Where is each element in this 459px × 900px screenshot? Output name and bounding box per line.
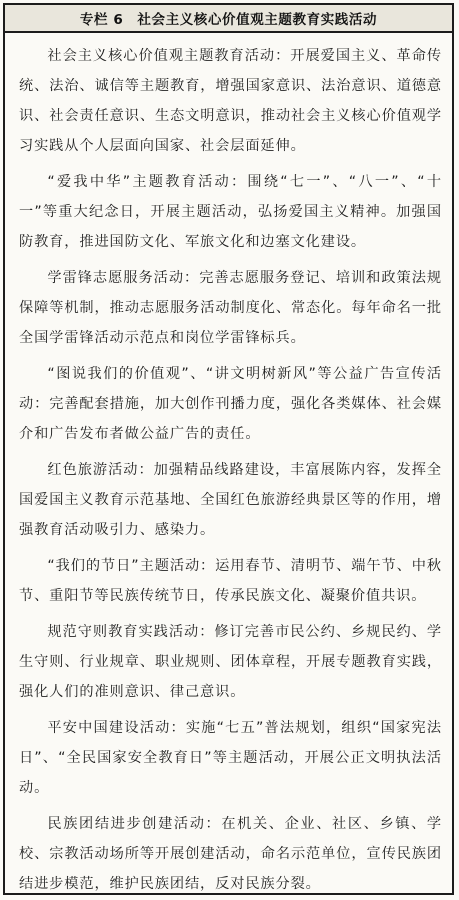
paragraph-lei-feng-volunteer: 学雷锋志愿服务活动：完善志愿服务登记、培训和政策法规保障等机制，推动志愿服务活动制度化、常态化。每年命名一批全国学雷锋活动示范点和岗位学雷锋标兵。 [19,270,442,346]
box-title: 社会主义核心价值观主题教育实践活动 [137,12,378,28]
box-number: 专栏 6 [79,12,124,28]
paragraph-ethnic-unity: 民族团结进步创建活动：在机关、企业、社区、乡镇、学校、宗教活动场所等开展创建活动，命名示范单位，宣传民族团结进步模范，维护民族团结，反对民族分裂。 [19,816,442,892]
paragraph-our-festivals: “我们的节日”主题活动：运用春节、清明节、端午节、中秋节、重阳节等民族传统节日，传承民族文化、凝聚价值共识。 [19,558,442,604]
feature-box [3,3,454,895]
paragraph-public-service-ads: “图说我们的价值观”、“讲文明树新风”等公益广告宣传活动：完善配套措施，加大创作刊播力度，强化各类媒体、社会媒介和广告发布者做公益广告的责任。 [19,366,442,442]
paragraph-core-values-education: 社会主义核心价值观主题教育活动：开展爱国主义、革命传统、法治、诚信等主题教育，增强国家意识、法治意识、道德意识、社会责任意识、生态文明意识，推动社会主义核心价值观学习实践从个人层面向国家、社会层面延伸。 [19,48,442,154]
box-body [19,41,442,892]
paragraph-norms-education: 规范守则教育实践活动：修订完善市民公约、乡规民约、学生守则、行业规章、职业规则、团体章程，开展专题教育实践，强化人们的准则意识、律己意识。 [19,624,442,700]
box-header [5,5,452,33]
paragraph-safe-china: 平安中国建设活动：实施“七五”普法规划，组织“国家宪法日”、“全民国家安全教育日”等主题活动，开展公正文明执法活动。 [19,720,442,796]
paragraph-love-china-activity: “爱我中华”主题教育活动：围绕“七一”、“八一”、“十一”等重大纪念日，开展主题活动，弘扬爱国主义精神。加强国防教育，推进国防文化、军旅文化和边塞文化建设。 [19,174,442,250]
paragraph-red-tourism: 红色旅游活动：加强精品线路建设，丰富展陈内容，发挥全国爱国主义教育示范基地、全国红色旅游经典景区等的作用，增强教育活动吸引力、感染力。 [19,462,442,538]
